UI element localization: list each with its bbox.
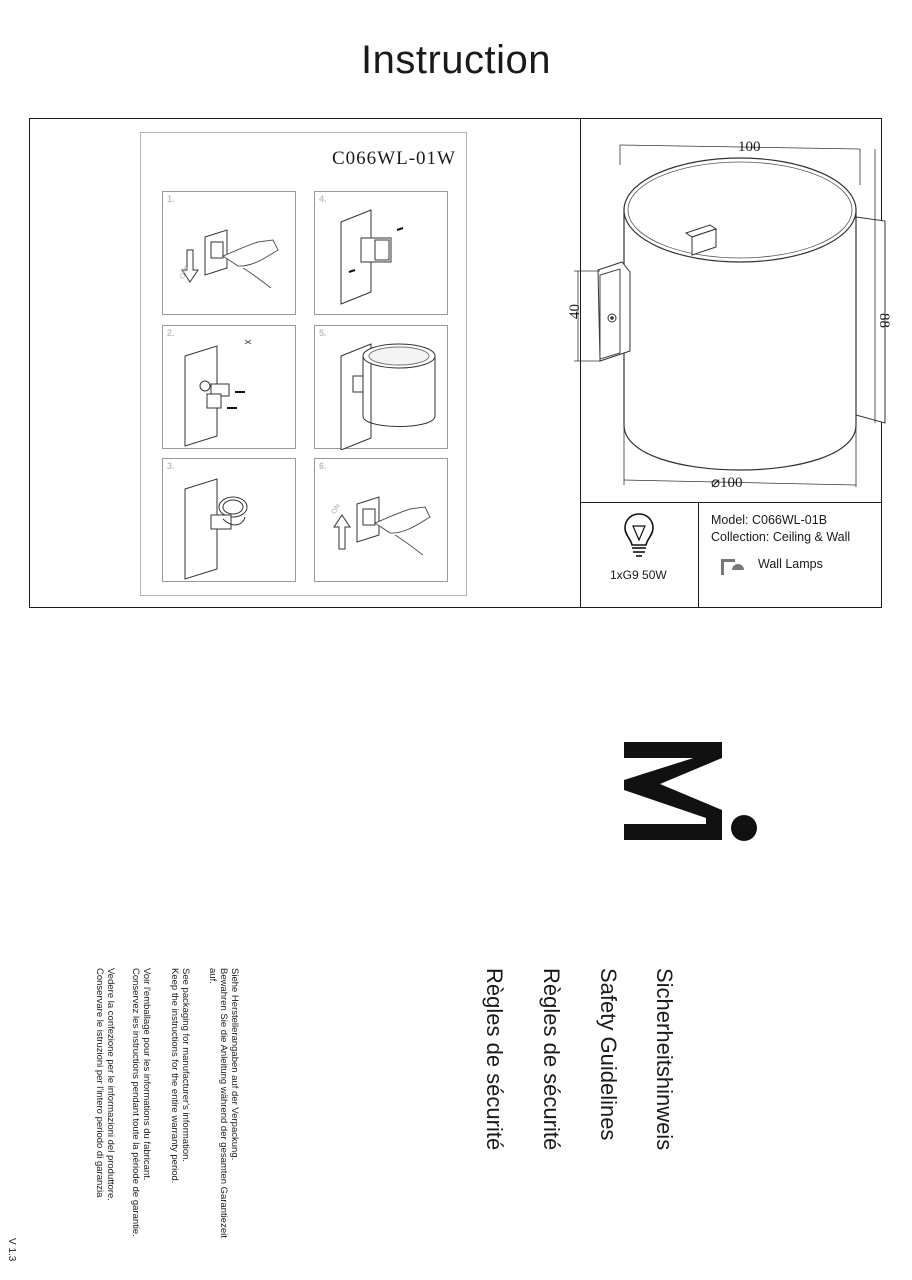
page-title: Instruction [360, 38, 552, 82]
product-drawing [560, 125, 895, 497]
bulb-spec: 1xG9 50W [610, 568, 667, 582]
bulb-icon [622, 512, 656, 560]
step-number: 1. [167, 194, 175, 204]
safety-text: Voir l'emballage pour les informations du fabricant. [141, 968, 152, 1181]
spec-model: Model: C066WL-01B [711, 513, 828, 527]
safety-text: Keep the instructions for the entire warranty period. [169, 968, 180, 1184]
on-label: ON [330, 502, 342, 516]
step-6-panel [314, 458, 448, 582]
height-dimension: 88 [876, 313, 892, 328]
step-1-illustration [163, 192, 297, 316]
step-1-panel [162, 191, 296, 315]
brand-logo [620, 742, 760, 842]
step-3-illustration [163, 459, 297, 583]
step-4-panel [314, 191, 448, 315]
step-5-illustration [315, 326, 449, 450]
panel-divider [698, 502, 699, 608]
step-number: 3. [167, 461, 175, 471]
spec-collection: Collection: Ceiling & Wall [711, 530, 851, 544]
spec-type: Wall Lamps [758, 557, 823, 571]
sheet-model-code: C066WL-01W [332, 148, 456, 169]
safety-text: auf. [207, 968, 218, 984]
step-4-illustration [315, 192, 449, 316]
safety-text: Bewahren Sie die Anleitung während der gesamten Garantiezeit [218, 968, 229, 1238]
step-6-illustration [315, 459, 449, 583]
wall-lamp-icon [720, 558, 746, 576]
step-2-illustration [163, 326, 297, 450]
safety-text: Siehe Herstellerangaben auf der Verpackung. [229, 968, 240, 1161]
safety-text: Vedere la confezione per le informazioni del produttore. [105, 968, 116, 1201]
width-dimension: 100 [738, 139, 761, 155]
safety-heading-fr-2: Règles de sécurité [482, 968, 507, 1151]
step-3-panel [162, 458, 296, 582]
bracket-dimension: 40 [567, 304, 583, 319]
safety-heading-de: Sicherheitshinweis [652, 968, 677, 1151]
diameter-dimension: ⌀100 [711, 475, 743, 491]
step-number: 5. [319, 328, 327, 338]
step-number: 4. [319, 194, 327, 204]
safety-heading-fr: Règles de sécurité [539, 968, 564, 1151]
step-5-panel [314, 325, 448, 449]
off-label: OFF [178, 264, 192, 281]
safety-heading-en: Safety Guidelines [596, 968, 621, 1141]
version-label: V 1.3 [6, 1238, 17, 1262]
step-number: 2. [167, 328, 175, 338]
step-2-panel [162, 325, 296, 449]
safety-text: Conservare le istruzioni per l'intero periodo di garanzia [94, 968, 105, 1198]
safety-text: See packaging for manufacturer's information. [180, 968, 191, 1163]
panel-divider [580, 502, 882, 503]
step-number: 6. [319, 461, 327, 471]
safety-text: Conservez les instructions pendant toute la période de garantie. [130, 968, 141, 1237]
